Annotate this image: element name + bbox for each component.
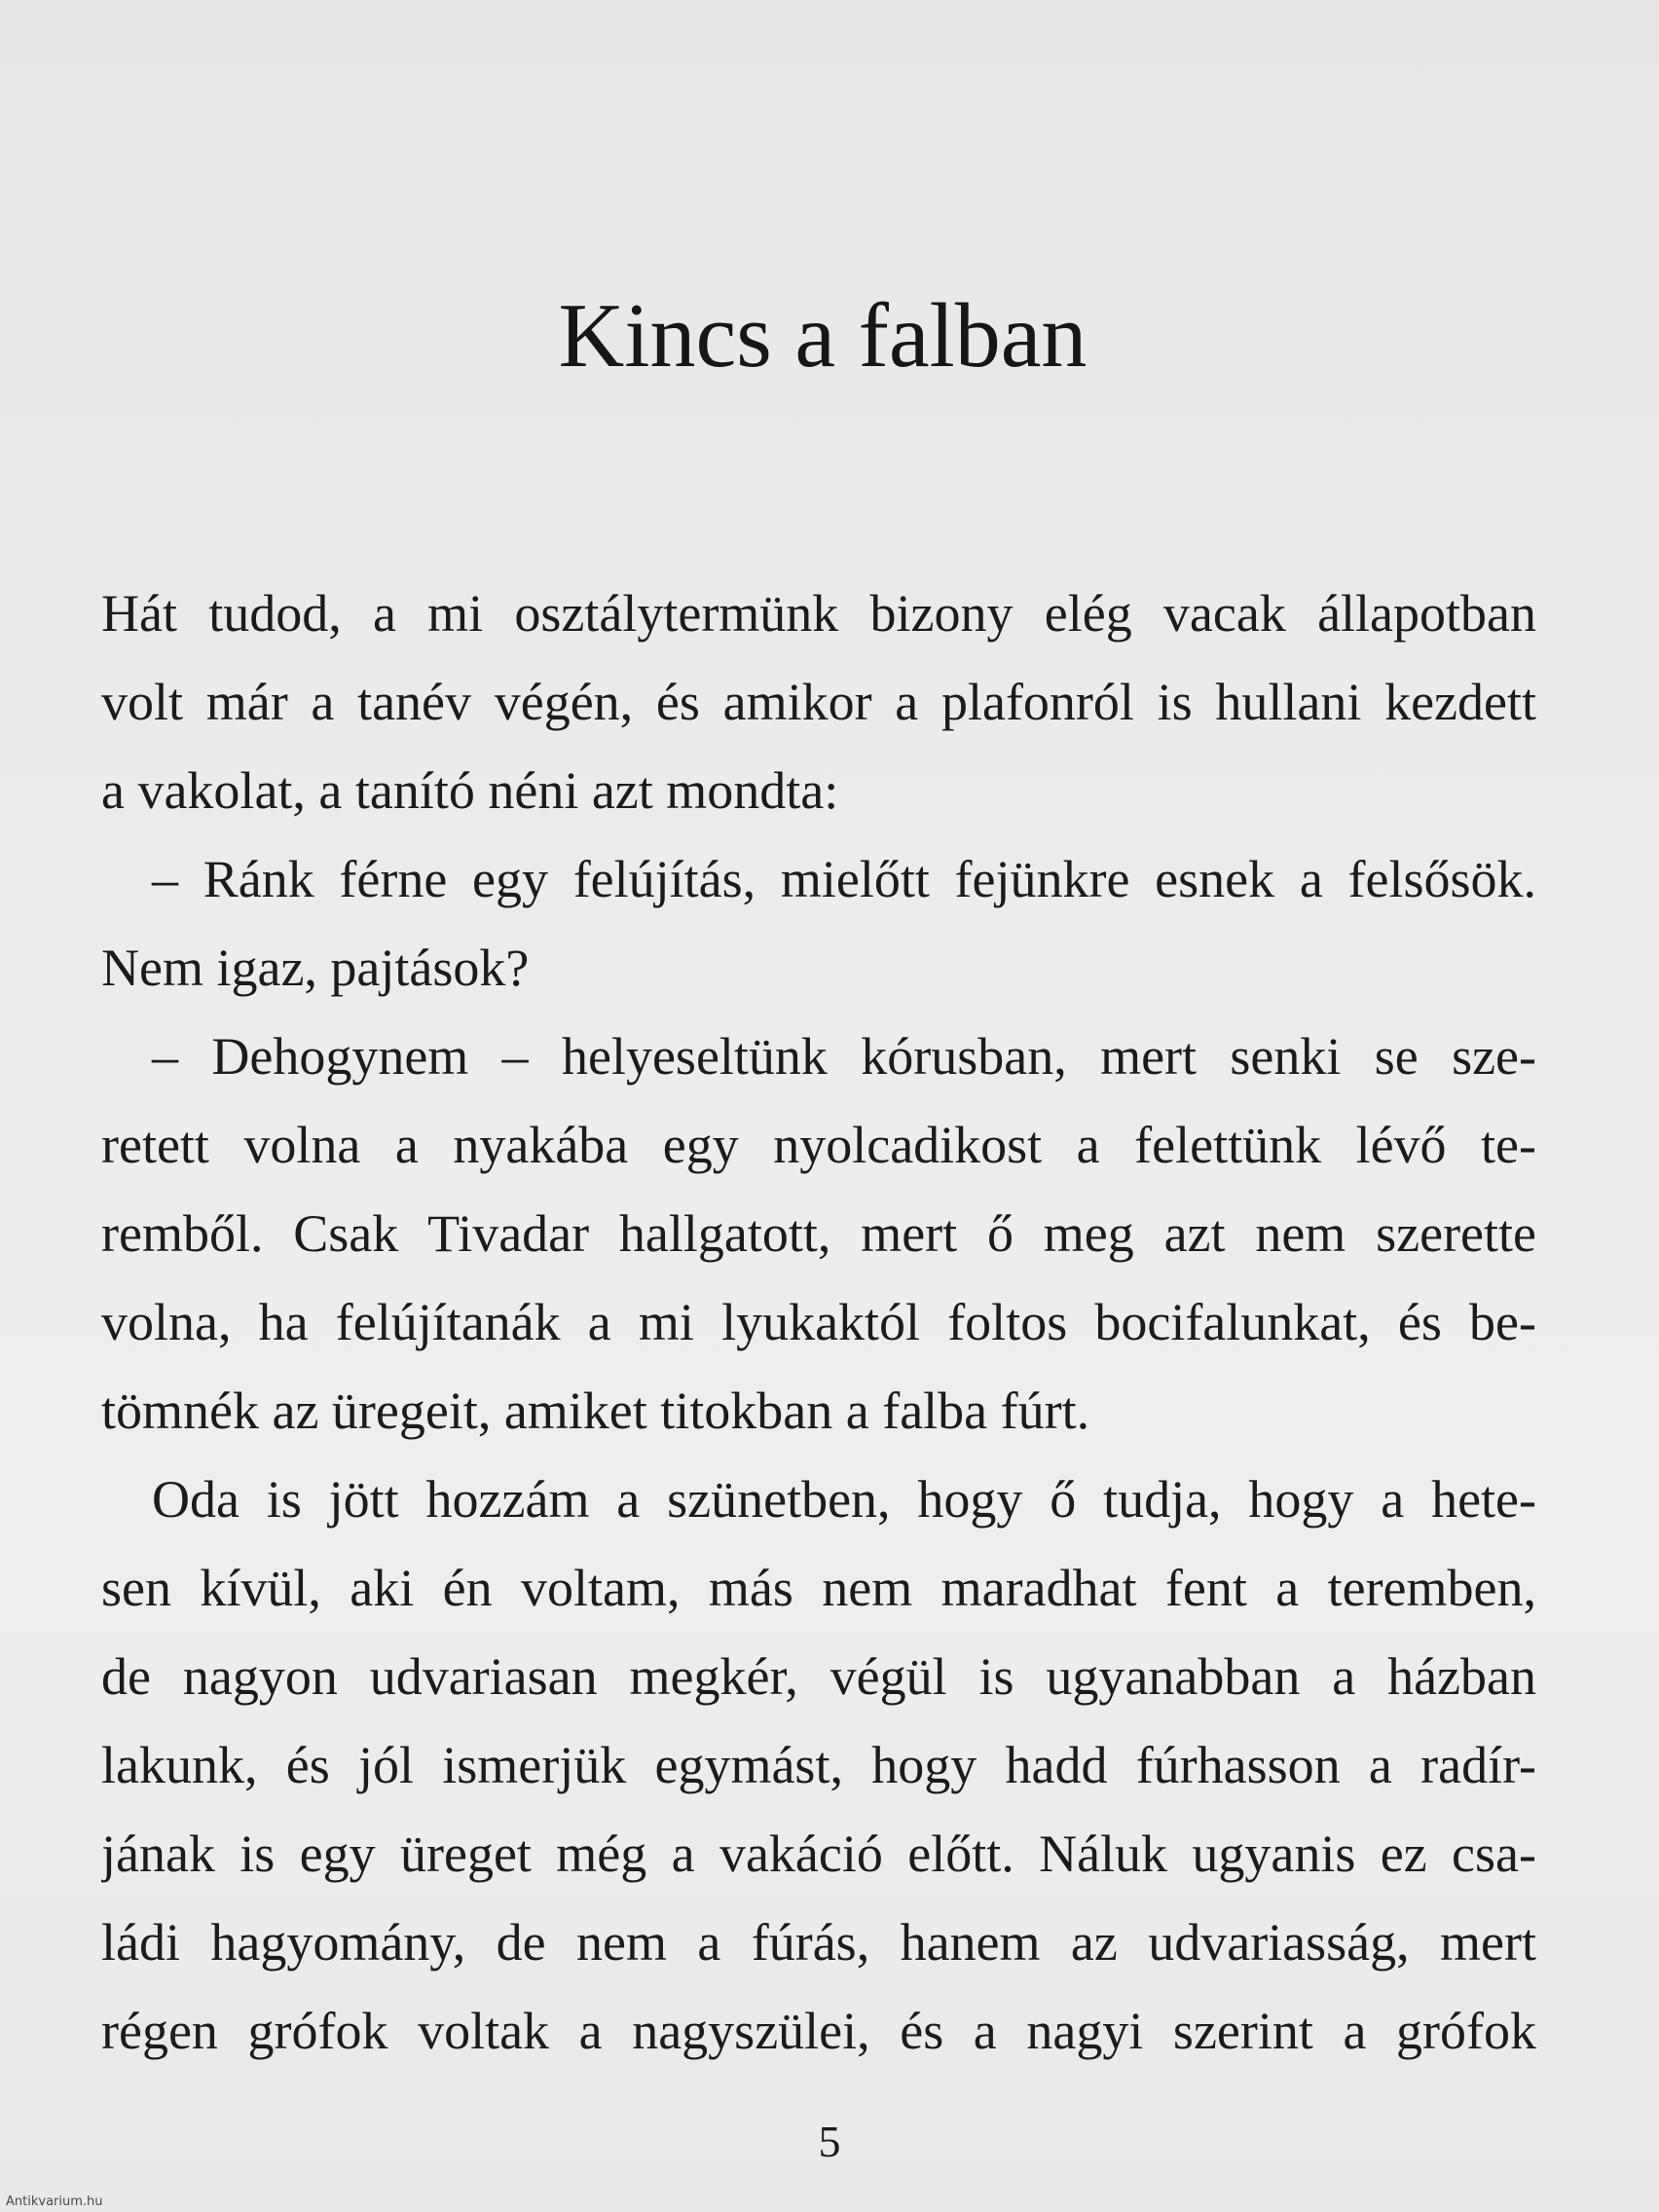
text-line: ládi hagyomány, de nem a fúrás, hanem az udvariasság, mert: [101, 1913, 1536, 1972]
text-line: lakunk, és jól ismerjük egymást, hogy hadd fúrhasson a radír-: [101, 1736, 1536, 1794]
text-line: retett volna a nyakába egy nyolcadikost a felettünk lévő te-: [101, 1116, 1536, 1174]
text-line: a vakolat, a tanító néni azt mondta:: [101, 761, 839, 820]
watermark: Antikvarium.hu: [6, 2194, 103, 2209]
text-line: Nem igaz, pajtások?: [101, 939, 530, 997]
text-line: – Dehogynem – helyeseltünk kórusban, mert senki se sze-: [152, 1027, 1536, 1086]
body-text: [101, 570, 1536, 2076]
text-line: de nagyon udvariasan megkér, végül is ugyanabban a házban: [101, 1647, 1536, 1706]
text-line: sen kívül, aki én voltam, más nem maradhat fent a teremben,: [101, 1559, 1536, 1617]
chapter-title: Kincs a falban: [558, 285, 1088, 387]
text-line: – Ránk férne egy felújítás, mielőtt fejünkre esnek a felsősök.: [152, 850, 1536, 908]
page-number: 5: [818, 2117, 841, 2166]
text-line: régen grófok voltak a nagyszülei, és a nagyi szerint a grófok: [101, 2002, 1536, 2060]
text-line: tömnék az üregeit, amiket titokban a falba fúrt.: [101, 1382, 1090, 1440]
text-line: remből. Csak Tivadar hallgatott, mert ő meg azt nem szerette: [101, 1204, 1536, 1263]
text-line: volt már a tanév végén, és amikor a plafonról is hullani kezdett: [101, 673, 1536, 731]
text-line: jának is egy üreget még a vakáció előtt. Náluk ugyanis ez csa-: [101, 1825, 1536, 1883]
text-line: volna, ha felújítanák a mi lyukaktól foltos bocifalunkat, és be-: [101, 1293, 1536, 1351]
text-line: Oda is jött hozzám a szünetben, hogy ő tudja, hogy a hete-: [152, 1470, 1536, 1529]
text-line: Hát tudod, a mi osztálytermünk bizony elég vacak állapotban: [101, 584, 1536, 643]
